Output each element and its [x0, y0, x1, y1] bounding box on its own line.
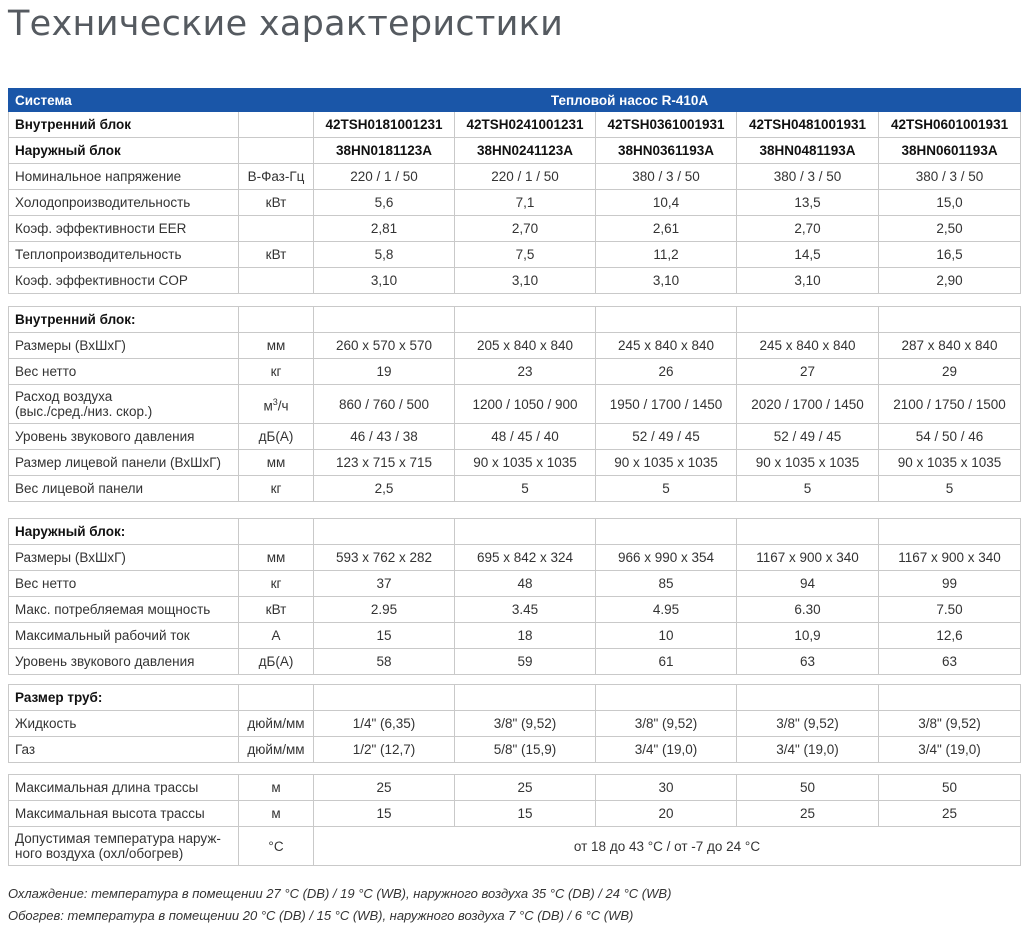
param-label: Максимальный рабочий ток	[9, 623, 239, 649]
value-cell: 2,90	[879, 268, 1021, 294]
value-cell: 48	[455, 571, 596, 597]
value-cell: 10,9	[737, 623, 879, 649]
value-cell: 94	[737, 571, 879, 597]
param-label: Максимальная длина трассы	[9, 775, 239, 801]
value-cell: 3/8" (9,52)	[596, 711, 737, 737]
value-cell: 1/2" (12,7)	[314, 737, 455, 763]
value-cell: 48 / 45 / 40	[455, 424, 596, 450]
value-cell: 50	[737, 775, 879, 801]
value-cell: 52 / 49 / 45	[737, 424, 879, 450]
value-cell: 52 / 49 / 45	[596, 424, 737, 450]
page-title: Технические характеристики	[8, 4, 564, 44]
value-cell: 18	[455, 623, 596, 649]
value-cell: 58	[314, 649, 455, 675]
value-cell: 2,70	[455, 216, 596, 242]
value-cell: 5	[879, 476, 1021, 502]
value-cell: 3/4" (19,0)	[879, 737, 1021, 763]
spec-table-pipes	[8, 684, 1021, 763]
unit-label: А	[239, 623, 314, 649]
value-cell: 2.95	[314, 597, 455, 623]
value-cell: 90 x 1035 x 1035	[737, 450, 879, 476]
table-row	[9, 268, 1021, 294]
value-cell: 1950 / 1700 / 1450	[596, 385, 737, 424]
footnotes	[8, 883, 671, 927]
value-cell: 99	[879, 571, 1021, 597]
table-header-row	[9, 89, 1021, 112]
table-row	[9, 827, 1021, 866]
value-cell: 1200 / 1050 / 900	[455, 385, 596, 424]
spec-table-general	[8, 88, 1021, 294]
value-cell: 220 / 1 / 50	[314, 164, 455, 190]
value-cell: 14,5	[737, 242, 879, 268]
param-label: Коэф. эффективности EER	[9, 216, 239, 242]
value-cell: 15	[314, 801, 455, 827]
unit-label: кг	[239, 476, 314, 502]
spec-table-outdoor	[8, 518, 1021, 675]
value-cell: 12,6	[879, 623, 1021, 649]
outdoor-model: 38HN0481193A	[737, 138, 879, 164]
table-row	[9, 190, 1021, 216]
value-cell: 380 / 3 / 50	[596, 164, 737, 190]
unit-label: кВт	[239, 242, 314, 268]
param-label: Газ	[9, 737, 239, 763]
value-cell: 380 / 3 / 50	[879, 164, 1021, 190]
value-cell: 2,81	[314, 216, 455, 242]
param-label: Уровень звукового давления	[9, 424, 239, 450]
system-type: Тепловой насос R-410A	[239, 89, 1021, 112]
table-row	[9, 711, 1021, 737]
value-cell: 7,5	[455, 242, 596, 268]
value-cell: 380 / 3 / 50	[737, 164, 879, 190]
indoor-model: 42TSH0241001231	[455, 112, 596, 138]
value-cell: 220 / 1 / 50	[455, 164, 596, 190]
value-cell: 966 x 990 x 354	[596, 545, 737, 571]
value-cell: 3,10	[455, 268, 596, 294]
value-cell: 23	[455, 359, 596, 385]
value-cell: 54 / 50 / 46	[879, 424, 1021, 450]
unit-label: кВт	[239, 190, 314, 216]
section-title-row	[9, 519, 1021, 545]
table-row	[9, 571, 1021, 597]
value-cell: 245 x 840 x 840	[737, 333, 879, 359]
value-cell: 3/8" (9,52)	[455, 711, 596, 737]
param-label: Размер лицевой панели (ВхШхГ)	[9, 450, 239, 476]
table-row	[9, 801, 1021, 827]
table-row	[9, 545, 1021, 571]
spec-table-indoor	[8, 306, 1021, 502]
section-title: Наружный блок:	[9, 519, 239, 545]
table-row	[9, 775, 1021, 801]
param-label: Теплопроизводительность	[9, 242, 239, 268]
unit-label: дБ(А)	[239, 424, 314, 450]
table-row	[9, 333, 1021, 359]
param-label: Холодопроизводительность	[9, 190, 239, 216]
value-cell: 25	[737, 801, 879, 827]
value-cell: 2020 / 1700 / 1450	[737, 385, 879, 424]
unit-label	[239, 268, 314, 294]
indoor-model: 42TSH0361001931	[596, 112, 737, 138]
value-cell: 3/8" (9,52)	[879, 711, 1021, 737]
value-cell: 7,1	[455, 190, 596, 216]
value-cell: 245 x 840 x 840	[596, 333, 737, 359]
param-label: Уровень звукового давления	[9, 649, 239, 675]
value-cell: 860 / 760 / 500	[314, 385, 455, 424]
value-cell: 3,10	[314, 268, 455, 294]
value-cell: 29	[879, 359, 1021, 385]
unit-base: м	[263, 398, 273, 414]
value-cell: 37	[314, 571, 455, 597]
param-line: Допустимая температура наруж-	[15, 831, 221, 846]
indoor-model-row	[9, 112, 1021, 138]
value-cell: 3.45	[455, 597, 596, 623]
spec-table-install	[8, 774, 1021, 866]
value-cell: 90 x 1035 x 1035	[455, 450, 596, 476]
value-cell: 15	[455, 801, 596, 827]
value-cell: 5/8" (15,9)	[455, 737, 596, 763]
param-label: Коэф. эффективности COP	[9, 268, 239, 294]
unit-label: °C	[239, 827, 314, 866]
value-cell: 26	[596, 359, 737, 385]
value-cell: 2,5	[314, 476, 455, 502]
value-cell: 5	[737, 476, 879, 502]
section-title-row	[9, 307, 1021, 333]
table-row	[9, 216, 1021, 242]
value-cell: 25	[879, 801, 1021, 827]
param-label: Жидкость	[9, 711, 239, 737]
indoor-model: 42TSH0601001931	[879, 112, 1021, 138]
table-row	[9, 737, 1021, 763]
table-row	[9, 359, 1021, 385]
value-cell: 1/4" (6,35)	[314, 711, 455, 737]
table-row	[9, 450, 1021, 476]
section-title: Размер труб:	[9, 685, 239, 711]
value-cell: 13,5	[737, 190, 879, 216]
unit-label: дБ(А)	[239, 649, 314, 675]
param-line: Расход воздуха	[15, 389, 113, 404]
value-cell: 61	[596, 649, 737, 675]
unit-label: мм	[239, 450, 314, 476]
table-row	[9, 242, 1021, 268]
value-cell: 27	[737, 359, 879, 385]
value-cell: 2,61	[596, 216, 737, 242]
value-cell: 50	[879, 775, 1021, 801]
value-cell: 3/4" (19,0)	[596, 737, 737, 763]
value-cell: 10	[596, 623, 737, 649]
value-cell: 63	[737, 649, 879, 675]
unit-label: мм	[239, 333, 314, 359]
value-cell: 15	[314, 623, 455, 649]
unit-superscript: 3	[272, 396, 278, 407]
table-row	[9, 164, 1021, 190]
param-line: ного воздуха (охл/обогрев)	[15, 846, 184, 861]
param-label	[9, 385, 239, 424]
value-cell: 2,50	[879, 216, 1021, 242]
value-cell: 63	[879, 649, 1021, 675]
value-cell: 25	[314, 775, 455, 801]
param-label: Максимальная высота трассы	[9, 801, 239, 827]
value-cell: 260 x 570 x 570	[314, 333, 455, 359]
section-title-row	[9, 685, 1021, 711]
value-cell: 20	[596, 801, 737, 827]
outdoor-model-label: Наружный блок	[9, 138, 239, 164]
value-cell: 2100 / 1750 / 1500	[879, 385, 1021, 424]
value-cell: 59	[455, 649, 596, 675]
value-cell: 1167 x 900 x 340	[737, 545, 879, 571]
value-cell: 85	[596, 571, 737, 597]
value-cell: 5	[455, 476, 596, 502]
value-cell: 2,70	[737, 216, 879, 242]
value-cell: 3/8" (9,52)	[737, 711, 879, 737]
table-row	[9, 476, 1021, 502]
outdoor-model: 38HN0601193A	[879, 138, 1021, 164]
value-cell: 5	[596, 476, 737, 502]
value-cell: 123 x 715 x 715	[314, 450, 455, 476]
value-cell: 16,5	[879, 242, 1021, 268]
value-cell: 7.50	[879, 597, 1021, 623]
value-cell: 6.30	[737, 597, 879, 623]
param-line: (выс./сред./низ. скор.)	[15, 404, 153, 419]
value-cell: 3/4" (19,0)	[737, 737, 879, 763]
table-row	[9, 623, 1021, 649]
param-label: Вес лицевой панели	[9, 476, 239, 502]
indoor-model-label: Внутренний блок	[9, 112, 239, 138]
unit-cell	[239, 138, 314, 164]
value-cell: 30	[596, 775, 737, 801]
param-label	[9, 827, 239, 866]
value-cell: 4.95	[596, 597, 737, 623]
footnote: Охлаждение: температура в помещении 27 °C (DB) / 19 °C (WB), наружного воздуха 35 °C (DB) / 24 °C (WB)	[8, 886, 672, 901]
unit-label: кг	[239, 359, 314, 385]
unit-label: дюйм/мм	[239, 711, 314, 737]
value-cell: 205 x 840 x 840	[455, 333, 596, 359]
unit-label	[239, 216, 314, 242]
value-cell: 287 x 840 x 840	[879, 333, 1021, 359]
unit-label: В-Фаз-Гц	[239, 164, 314, 190]
unit-label	[239, 385, 314, 424]
value-cell: от 18 до 43 °C / от -7 до 24 °C	[314, 827, 1021, 866]
table-row	[9, 385, 1021, 424]
unit-rest: /ч	[277, 398, 289, 414]
unit-label: дюйм/мм	[239, 737, 314, 763]
value-cell: 90 x 1035 x 1035	[596, 450, 737, 476]
footnote: Обогрев: температура в помещении 20 °C (DB) / 15 °C (WB), наружного воздуха 7 °C (DB) / 6 °C (WB)	[8, 908, 634, 923]
indoor-model: 42TSH0481001931	[737, 112, 879, 138]
value-cell: 3,10	[737, 268, 879, 294]
section-title: Внутренний блок:	[9, 307, 239, 333]
value-cell: 15,0	[879, 190, 1021, 216]
unit-cell	[239, 112, 314, 138]
indoor-model: 42TSH0181001231	[314, 112, 455, 138]
outdoor-model: 38HN0361193A	[596, 138, 737, 164]
value-cell: 593 x 762 x 282	[314, 545, 455, 571]
value-cell: 695 x 842 x 324	[455, 545, 596, 571]
unit-label: м	[239, 775, 314, 801]
unit-label: кВт	[239, 597, 314, 623]
unit-label: м	[239, 801, 314, 827]
outdoor-model: 38HN0241123A	[455, 138, 596, 164]
table-row	[9, 597, 1021, 623]
param-label: Макс. потребляемая мощность	[9, 597, 239, 623]
value-cell: 5,8	[314, 242, 455, 268]
value-cell: 11,2	[596, 242, 737, 268]
value-cell: 5,6	[314, 190, 455, 216]
value-cell: 1167 x 900 x 340	[879, 545, 1021, 571]
value-cell: 19	[314, 359, 455, 385]
value-cell: 90 x 1035 x 1035	[879, 450, 1021, 476]
value-cell: 10,4	[596, 190, 737, 216]
param-label: Размеры (ВхШхГ)	[9, 545, 239, 571]
table-row	[9, 649, 1021, 675]
unit-label: кг	[239, 571, 314, 597]
value-cell: 25	[455, 775, 596, 801]
table-row	[9, 424, 1021, 450]
outdoor-model-row	[9, 138, 1021, 164]
param-label: Вес нетто	[9, 571, 239, 597]
param-label: Номинальное напряжение	[9, 164, 239, 190]
system-label: Система	[9, 89, 239, 112]
param-label: Размеры (ВхШхГ)	[9, 333, 239, 359]
unit-label: мм	[239, 545, 314, 571]
outdoor-model: 38HN0181123A	[314, 138, 455, 164]
value-cell: 3,10	[596, 268, 737, 294]
param-label: Вес нетто	[9, 359, 239, 385]
value-cell: 46 / 43 / 38	[314, 424, 455, 450]
